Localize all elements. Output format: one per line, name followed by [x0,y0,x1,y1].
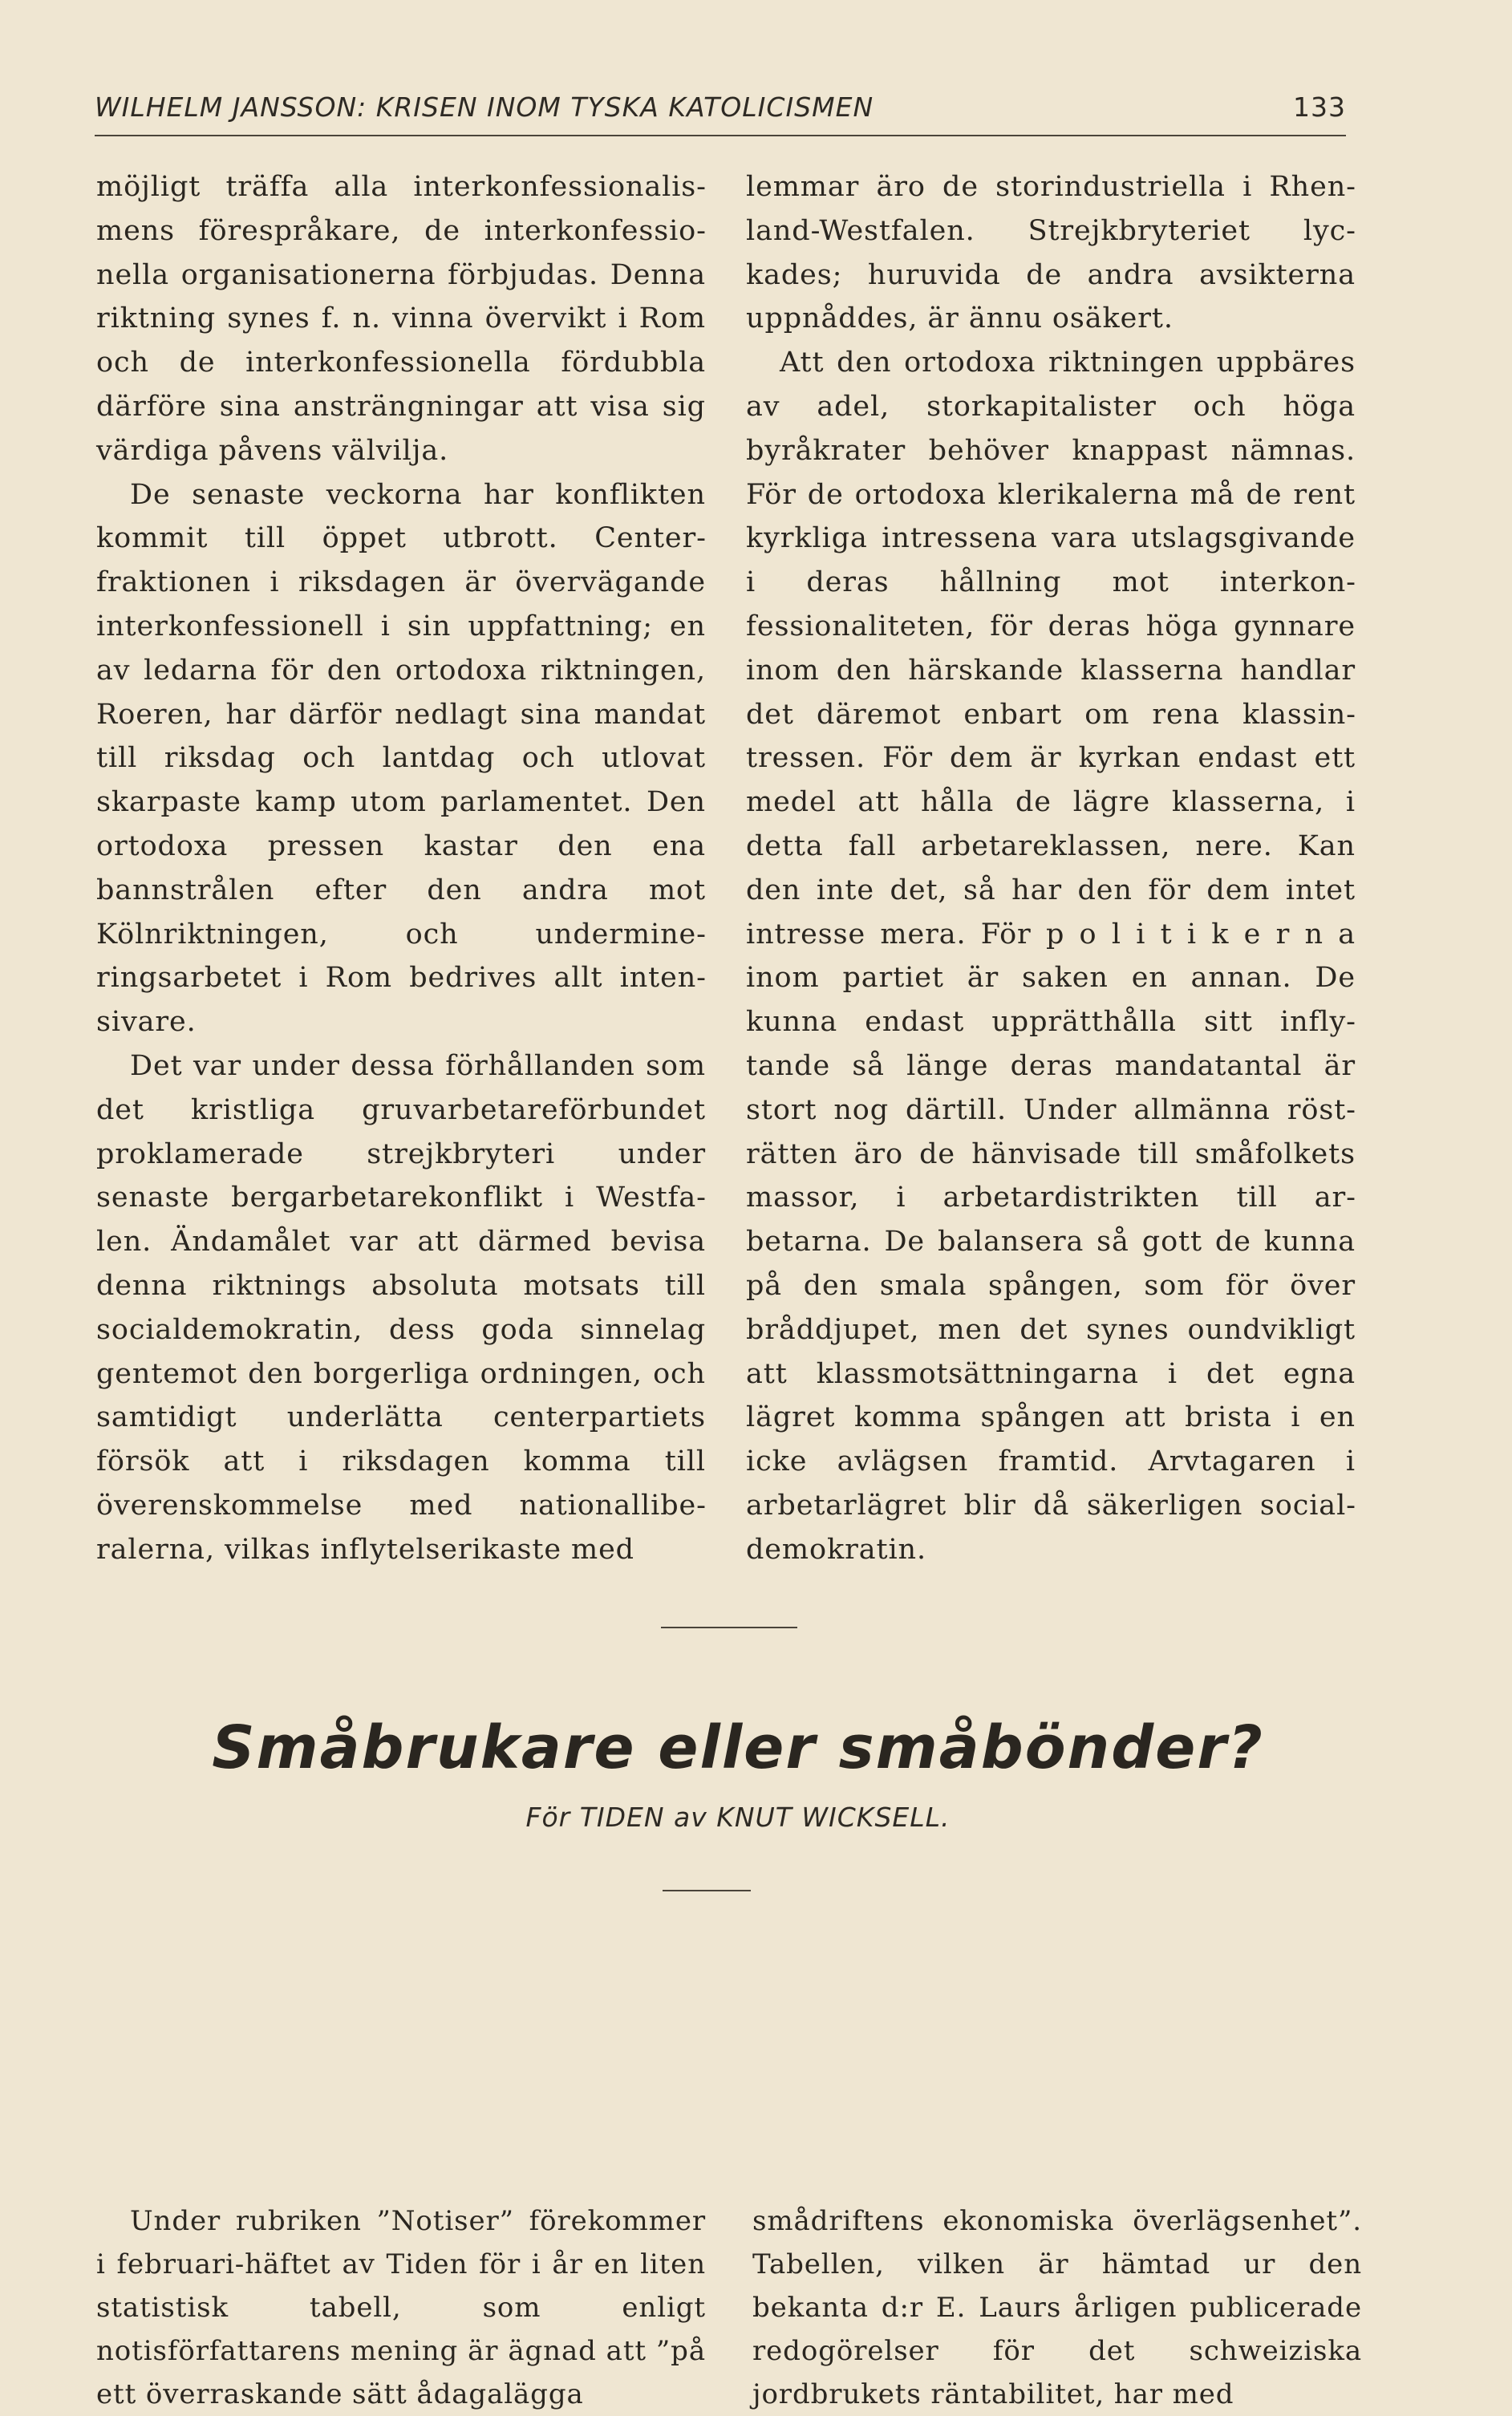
paragraph: lemmar äro de storindustriella i Rhenland-Westfalen. Strejkbryteriet lyckades; huruvida de andra avsikterna uppnåddes, är ännu osäkert. [746,171,1356,335]
paragraph: Att den ortodoxa riktningen uppbäres av adel, storkapitalister och höga byråkrater behöver knappast nämnas. För de ortodoxa klerikalerna må de rent kyrkliga intressena vara utslagsgivande i deras hållning mot interkonfessionaliteten, för deras höga gynnare inom den härskande klasserna handlar det däremot enbart om rena klassintressen. För dem är kyrkan endast ett medel att hålla de lägre klasserna, i detta fall arbetareklassen, nere. Kan den inte det, så har den för dem intet intresse mera. För p o l i t i k e r n a inom partiet är saken en annan. De kunna endast upprätthålla sitt inflytande så länge deras mandatantal är stort nog därtill. Under allmänna rösträtten äro de hänvisade till småfolkets massor, i arbetardistrikten till arbetarna. De balansera så gott de kunna på den smala spången, som för över bråddjupet, men det synes oundvikligt att klassmotsättningarna i det egna lägret komma spången att brista i en icke avlägsen framtid. Arvtagaren i arbetarlägret blir då säkerligen socialdemokratin. [746,347,1356,1566]
paragraph: möjligt träffa alla interkonfessionalismens förespråkare, de interkonfessionella organisationerna förbjudas. Denna riktning synes f. n. vinna övervikt i Rom och de interkonfessionella fördubbla därföre sina ansträngningar att visa sig värdiga påvens välvilja. [96,171,706,467]
running-title: WILHELM JANSSON: KRISEN INOM TYSKA KATOLICISMEN [95,91,874,123]
article1-left-column [96,165,706,1572]
article1-right-column [746,165,1356,1572]
paragraph: smådriftens ekonomiska överlägsenhet”. Tabellen, vilken är hämtad ur den bekanta d:r E. Laurs årligen publicerade redogörelser för det schweiziska jordbrukets räntabilitet, har med [752,2205,1362,2410]
paragraph: Under rubriken ”Notiser” förekommer i februari-häftet av Tiden för i år en liten statistisk tabell, som enligt notisförfattarens mening är ägnad att ”på ett överraskande sätt ådagalägga [96,2205,706,2410]
paragraph: De senaste veckorna har konflikten kommit till öppet utbrott. Centerfraktionen i riksdagen är övervägande interkonfessionell i sin uppfattning; en av ledarna för den ortodoxa riktningen, Roeren, har därför nedlagt sina mandat till riksdag och lantdag och utlovat skarpaste kamp utom parlamentet. Den ortodoxa pressen kastar den ena bannstrålen efter den andra mot Kölnriktningen, och undermineringsarbetet i Rom bedrives allt intensivare. [96,478,706,1039]
byline-divider [663,1890,751,1891]
article-title: Småbrukare eller småbönder? [212,1713,1264,1782]
article2-left-column [96,2199,706,2416]
page-number: 133 [1293,91,1346,123]
article2-right-column [752,2199,1362,2416]
running-header [95,87,1346,136]
article-byline: För TIDEN av KNUT WICKSELL. [525,1802,951,1833]
section-divider [661,1627,797,1628]
paragraph: Det var under dessa förhållanden som det kristliga gruvarbetareförbundet proklamerade strejkbryteri under senaste bergarbetarekonflikt i Westfalen. Ändamålet var att därmed bevisa denna riktnings absoluta motsats till socialdemokratin, dess goda sinnelag gentemot den borgerliga ordningen, och samtidigt underlätta centerpartiets försök att i riksdagen komma till överenskommelse med nationalliberalerna, vilkas inflytelserikaste med [96,1049,706,1566]
